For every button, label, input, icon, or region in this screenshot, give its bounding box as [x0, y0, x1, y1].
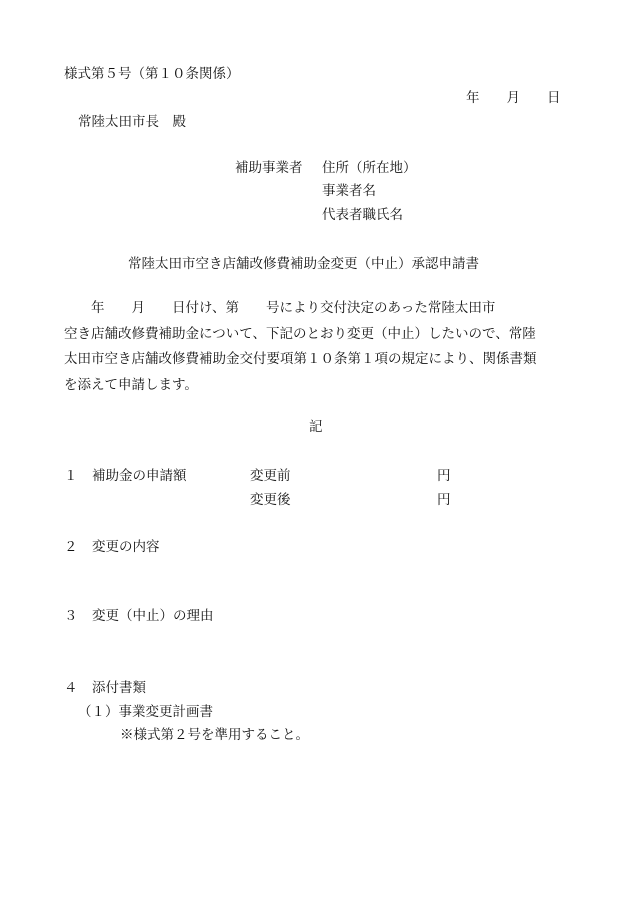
body-paragraph: [64, 296, 584, 398]
item3-label: 変更（中止）の理由: [92, 608, 214, 624]
address-label: 住所（所在地）: [322, 160, 417, 176]
item3-number: ３: [64, 608, 78, 624]
amount-after-label: 変更後: [250, 492, 291, 508]
item1-label: 補助金の申請額: [92, 468, 187, 484]
body-line: 空き店舗改修費補助金について、下記のとおり変更（中止）したいので、常陸: [64, 325, 536, 342]
applicant-role-label: 補助事業者: [235, 160, 303, 176]
document-title: 常陸太田市空き店舗改修費補助金変更（中止）承認申請書: [128, 256, 479, 272]
addressee: 常陸太田市長 殿: [78, 114, 186, 130]
amount-before-currency: 円: [437, 468, 451, 484]
item1-number: １: [64, 468, 78, 484]
body-line: 太田市空き店舗改修費補助金交付要項第１０条第１項の規定により、関係書類: [64, 351, 537, 367]
item4-number: ４: [64, 680, 78, 696]
business-name-label: 事業者名: [322, 183, 376, 199]
item2-number: ２: [64, 539, 78, 555]
ki-heading: 記: [309, 419, 323, 435]
amount-after-currency: 円: [437, 492, 451, 508]
item4-note: ※様式第２号を準用すること。: [120, 727, 309, 743]
body-line: 年 月 日付け、第 号により交付決定のあった常陸太田市: [64, 300, 496, 316]
item2-label: 変更の内容: [92, 539, 160, 555]
amount-before-label: 変更前: [250, 468, 291, 484]
item4-sub-item: （１）事業変更計画書: [78, 704, 213, 720]
date-line: 年 月 日: [466, 90, 561, 106]
form-number: 様式第５号（第１０条関係）: [64, 66, 240, 82]
item4-label: 添付書類: [92, 680, 146, 696]
representative-label: 代表者職氏名: [322, 207, 403, 223]
body-line: を添えて申請します。: [64, 376, 198, 393]
